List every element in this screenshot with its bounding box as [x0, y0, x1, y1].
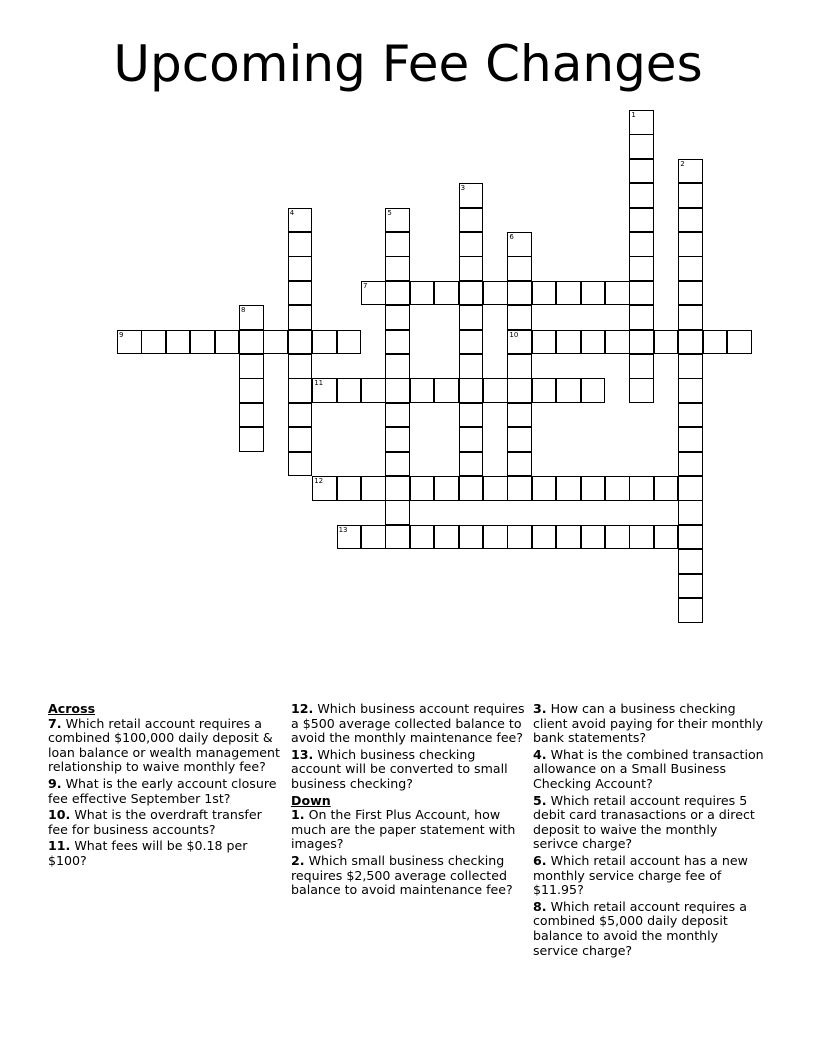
grid-cell[interactable] — [385, 208, 410, 233]
grid-cell[interactable] — [532, 281, 557, 306]
grid-cell[interactable] — [507, 403, 532, 428]
grid-cell[interactable] — [459, 378, 484, 403]
grid-cell[interactable] — [288, 354, 313, 379]
grid-cell[interactable] — [507, 476, 532, 501]
clue-number: 11 — [314, 379, 324, 388]
grid-cell[interactable] — [239, 378, 264, 403]
grid-cell[interactable] — [629, 476, 654, 501]
clue-number: 7 — [363, 281, 368, 290]
grid-cell[interactable] — [678, 525, 703, 550]
clue-down-5: 5. Which retail account requires 5 debit card tranasactions or a direct deposit to waive the monthly serivce charge? — [533, 792, 755, 852]
grid-cell[interactable] — [459, 403, 484, 428]
clue-number: 8 — [241, 306, 246, 315]
grid-cell[interactable] — [385, 256, 410, 281]
clue-across-7: 7. Which retail account requires a combined $100,000 daily deposit & loan balance or wealth management relationship to waive monthly fee? — [48, 715, 280, 775]
grid-cell[interactable] — [629, 378, 654, 403]
grid-cell[interactable] — [581, 281, 606, 306]
grid-cell[interactable] — [532, 378, 557, 403]
clue-across-13: 13. Which business checking account will be converted to small business checking? — [291, 746, 508, 791]
clue-across-12: 12. Which business account requires a $500 average collected balance to avoid the monthly maintenance fee? — [291, 701, 525, 746]
grid-cell[interactable] — [678, 378, 703, 403]
grid-cell[interactable] — [385, 354, 410, 379]
grid-cell[interactable] — [459, 525, 484, 550]
grid-cell[interactable] — [141, 330, 166, 355]
clue-down-1: 1. On the First Plus Account, how much are the paper statement with images? — [291, 807, 516, 852]
grid-cell[interactable] — [385, 330, 410, 355]
grid-cell[interactable] — [678, 549, 703, 574]
grid-cell[interactable] — [483, 378, 508, 403]
grid-cell[interactable] — [288, 403, 313, 428]
grid-cell[interactable] — [629, 208, 654, 233]
grid-cell[interactable] — [629, 281, 654, 306]
clue-number: 12 — [314, 477, 324, 485]
grid-cell[interactable] — [361, 525, 386, 550]
grid-cell[interactable] — [190, 330, 215, 355]
grid-cell[interactable] — [678, 476, 703, 501]
grid-cell[interactable] — [556, 330, 581, 355]
grid-cell[interactable] — [166, 330, 191, 355]
grid-cell[interactable] — [678, 500, 703, 525]
grid-cell[interactable] — [239, 354, 264, 379]
grid-cell[interactable] — [459, 305, 484, 330]
grid-cell[interactable] — [654, 476, 679, 501]
grid-cell[interactable] — [385, 378, 410, 403]
grid-cell[interactable] — [288, 256, 313, 281]
grid-cell[interactable] — [678, 403, 703, 428]
across-heading: Across — [48, 701, 96, 716]
grid-cell[interactable] — [410, 378, 435, 403]
grid-cell[interactable] — [507, 256, 532, 281]
grid-cell[interactable] — [385, 281, 410, 306]
grid-cell[interactable] — [312, 476, 337, 501]
grid-cell[interactable] — [703, 330, 728, 355]
grid-cell[interactable] — [337, 378, 362, 403]
grid-cell[interactable] — [459, 452, 484, 477]
grid-cell[interactable] — [629, 183, 654, 208]
grid-cell[interactable] — [263, 330, 288, 355]
grid-cell[interactable] — [654, 525, 679, 550]
grid-cell[interactable] — [288, 427, 313, 452]
grid-cell[interactable] — [385, 452, 410, 477]
grid-cell[interactable] — [678, 427, 703, 452]
grid-cell[interactable] — [678, 354, 703, 379]
grid-cell[interactable] — [678, 452, 703, 477]
grid-cell[interactable] — [629, 159, 654, 184]
grid-cell[interactable] — [239, 427, 264, 452]
clue-number: 3 — [460, 184, 466, 193]
grid-cell[interactable] — [483, 281, 508, 306]
grid-cell[interactable] — [288, 305, 313, 330]
page-title: Upcoming Fee Changes — [113, 35, 703, 93]
grid-cell[interactable] — [605, 281, 630, 306]
grid-cell[interactable] — [507, 305, 532, 330]
grid-cell[interactable] — [532, 476, 557, 501]
clue-down-6: 6. Which retail account has a new monthly service charge fee of $11.95? — [533, 852, 748, 898]
grid-cell[interactable] — [385, 305, 410, 330]
grid-cell[interactable] — [337, 525, 362, 550]
grid-cell[interactable] — [117, 330, 142, 355]
grid-cell[interactable] — [337, 476, 362, 501]
grid-cell[interactable] — [605, 476, 630, 501]
grid-cell[interactable] — [459, 427, 484, 452]
grid-cell[interactable] — [507, 330, 532, 355]
grid-cell[interactable] — [678, 305, 703, 330]
grid-cell[interactable] — [678, 281, 703, 306]
grid-cell[interactable] — [361, 378, 386, 403]
clue-down-4: 4. What is the combined transaction allowance on a Small Business Checking Account? — [533, 746, 764, 791]
grid-cell[interactable] — [385, 476, 410, 501]
grid-cell[interactable] — [507, 354, 532, 379]
grid-cell[interactable] — [288, 232, 313, 257]
grid-cell[interactable] — [385, 500, 410, 525]
grid-cell[interactable] — [678, 232, 703, 257]
grid-cell[interactable] — [361, 281, 386, 306]
grid-cell[interactable] — [459, 256, 484, 281]
grid-cell[interactable] — [605, 330, 630, 355]
grid-cell[interactable] — [434, 525, 459, 550]
clue-number: 13 — [338, 525, 348, 534]
grid-cell[interactable] — [459, 330, 484, 355]
clue-column-3 — [533, 702, 765, 960]
grid-cell[interactable] — [581, 476, 606, 501]
grid-cell[interactable] — [678, 330, 703, 355]
grid-cell[interactable] — [410, 476, 435, 501]
clue-down-3: 3. How can a business checking client avoid paying for their monthly bank statements? — [533, 701, 764, 746]
clue-number: 1 — [631, 111, 636, 119]
grid-cell[interactable] — [678, 183, 703, 208]
grid-cell[interactable] — [507, 281, 532, 306]
grid-cell[interactable] — [434, 378, 459, 403]
grid-cell[interactable] — [678, 256, 703, 281]
grid-cell[interactable] — [459, 354, 484, 379]
grid-cell[interactable] — [459, 232, 484, 257]
down-heading: Down — [291, 792, 331, 808]
grid-cell[interactable] — [581, 525, 606, 550]
grid-cell[interactable] — [654, 330, 679, 355]
grid-cell[interactable] — [629, 354, 654, 379]
grid-cell[interactable] — [288, 208, 313, 233]
clue-across-11: 11. What fees will be $0.18 per $100? — [48, 838, 248, 868]
grid-cell[interactable] — [532, 330, 557, 355]
grid-cell[interactable] — [605, 525, 630, 550]
clue-number: 2 — [680, 159, 685, 168]
grid-cell[interactable] — [532, 525, 557, 550]
clue-number: 4 — [289, 208, 295, 217]
grid-cell[interactable] — [556, 281, 581, 306]
grid-cell[interactable] — [288, 378, 313, 403]
grid-cell[interactable] — [483, 476, 508, 501]
grid-cell[interactable] — [434, 281, 459, 306]
grid-cell[interactable] — [629, 134, 654, 159]
grid-cell[interactable] — [459, 208, 484, 233]
grid-cell[interactable] — [507, 525, 532, 550]
grid-cell[interactable] — [459, 183, 484, 208]
clue-number: 9 — [119, 330, 124, 339]
grid-cell[interactable] — [507, 452, 532, 477]
grid-cell[interactable] — [629, 256, 654, 281]
grid-cell[interactable] — [434, 476, 459, 501]
grid-cell[interactable] — [312, 378, 337, 403]
grid-cell[interactable] — [239, 305, 264, 330]
grid-cell[interactable] — [337, 330, 362, 355]
grid-cell[interactable] — [678, 574, 703, 599]
grid-cell[interactable] — [581, 330, 606, 355]
grid-cell[interactable] — [678, 208, 703, 233]
grid-cell[interactable] — [556, 476, 581, 501]
grid-cell[interactable] — [629, 330, 654, 355]
grid-cell[interactable] — [629, 232, 654, 257]
clue-number: 5 — [387, 208, 392, 217]
grid-cell[interactable] — [556, 378, 581, 403]
grid-cell[interactable] — [507, 378, 532, 403]
clue-column-2 — [291, 702, 525, 900]
grid-cell[interactable] — [483, 525, 508, 550]
grid-cell[interactable] — [410, 525, 435, 550]
grid-cell[interactable] — [239, 403, 264, 428]
grid-cell[interactable] — [727, 330, 752, 355]
grid-cell[interactable] — [629, 525, 654, 550]
grid-cell[interactable] — [459, 281, 484, 306]
grid-cell[interactable] — [385, 427, 410, 452]
grid-cell[interactable] — [288, 281, 313, 306]
grid-cell[interactable] — [629, 110, 654, 135]
clue-across-10: 10. What is the overdraft transfer fee for business accounts? — [48, 807, 262, 837]
grid-cell[interactable] — [385, 232, 410, 257]
grid-cell[interactable] — [581, 378, 606, 403]
grid-cell[interactable] — [507, 232, 532, 257]
grid-cell[interactable] — [556, 525, 581, 550]
clue-number: 10 — [509, 330, 519, 339]
clue-down-8: 8. Which retail account requires a combined $5,000 daily deposit balance to avoid the monthly service charge? — [533, 898, 747, 958]
grid-cell[interactable] — [361, 476, 386, 501]
grid-cell[interactable] — [410, 281, 435, 306]
grid-cell[interactable] — [678, 598, 703, 623]
grid-cell[interactable] — [385, 525, 410, 550]
grid-cell[interactable] — [215, 330, 240, 355]
grid-cell[interactable] — [288, 452, 313, 477]
grid-cell[interactable] — [629, 305, 654, 330]
grid-cell[interactable] — [288, 330, 313, 355]
grid-cell[interactable] — [312, 330, 337, 355]
grid-cell[interactable] — [239, 330, 264, 355]
grid-cell[interactable] — [507, 427, 532, 452]
clue-number: 6 — [509, 233, 514, 241]
grid-cell[interactable] — [385, 403, 410, 428]
grid-cell[interactable] — [459, 476, 484, 501]
clue-down-2: 2. Which small business checking requires $2,500 average collected balance to avoid maintenance fee? — [291, 852, 513, 898]
clue-across-9: 9. What is the early account closure fee effective September 1st? — [48, 775, 277, 806]
clue-column-1 — [48, 702, 280, 871]
grid-cell[interactable] — [678, 159, 703, 184]
